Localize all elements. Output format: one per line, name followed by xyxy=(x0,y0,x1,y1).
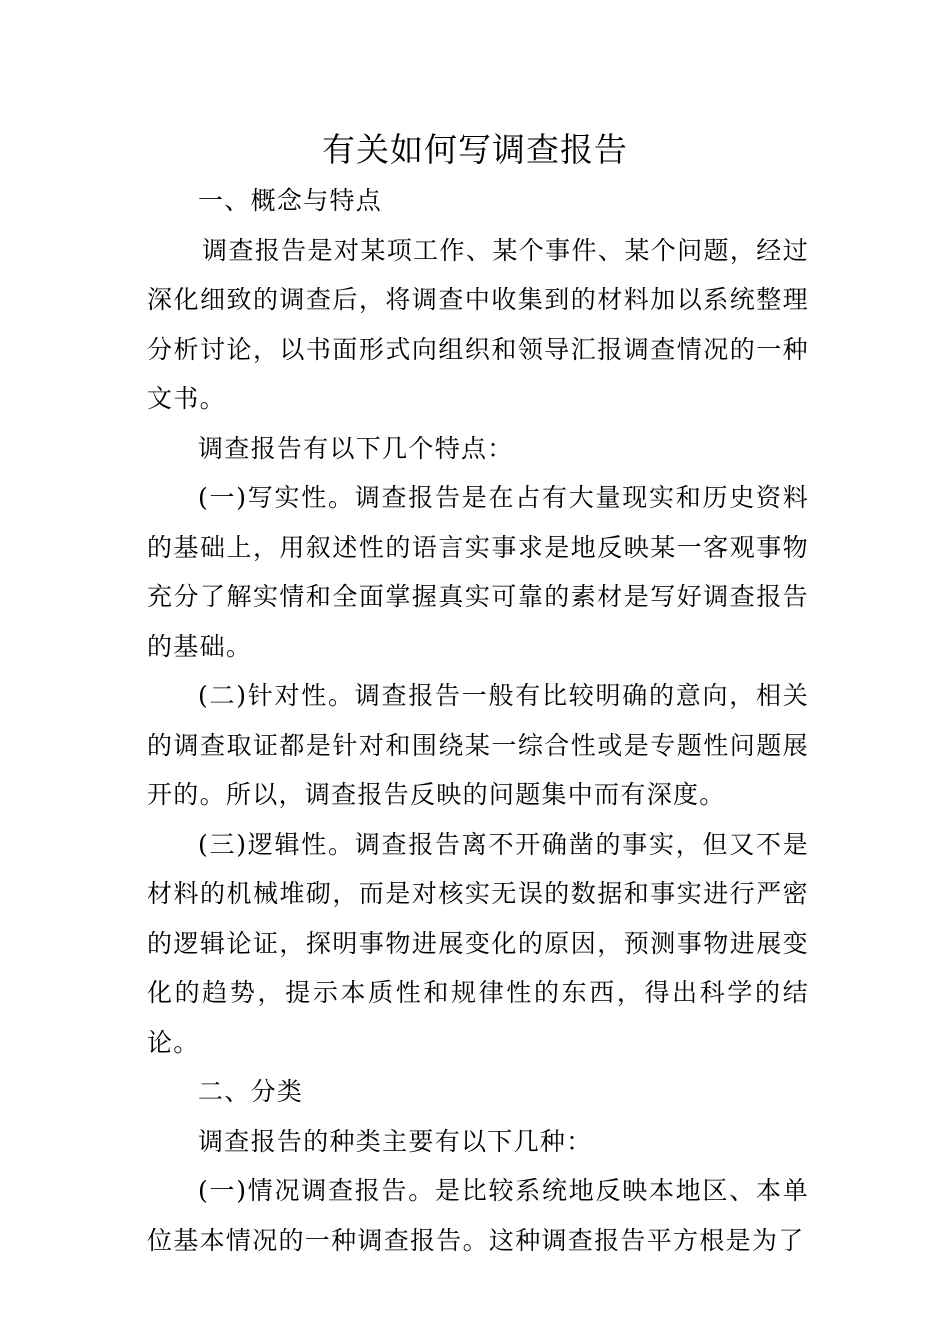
document-title: 有关如何写调查报告 xyxy=(322,130,628,169)
paragraph-feature-logic: (三)逻辑性。调查报告离不开确凿的事实，但又不是材料的机械堆砌，而是对核实无误的数据和事实进行严密的逻辑论证，探明事物进展变化的原因，预测事物进展变化的趋势，提示本质性和规律性的东西，得出科学的结论。 xyxy=(147,829,809,1057)
paragraph-feature-targeted: (二)针对性。调查报告一般有比较明确的意向，相关的调查取证都是针对和围绕某一综合性或是专题性问题展开的。所以，调查报告反映的问题集中而有深度。 xyxy=(147,681,809,809)
paragraph-definition: 调查报告是对某项工作、某个事件、某个问题，经过深化细致的调查后，将调查中收集到的材料加以系统整理分析讨论，以书面形式向组织和领导汇报调查情况的一种文书。 xyxy=(147,235,809,413)
paragraph-feature-realism: (一)写实性。调查报告是在占有大量现实和历史资料的基础上，用叙述性的语言实事求是地反映某一客观事物充分了解实情和全面掌握真实可靠的素材是写好调查报告的基础。 xyxy=(147,483,809,661)
paragraph-features-intro: 调查报告有以下几个特点： xyxy=(198,433,514,463)
document-body xyxy=(147,176,809,1265)
paragraph-type-situation-report: (一)情况调查报告。是比较系统地反映本地区、本单位基本情况的一种调查报告。这种调查报告平方根是为了 xyxy=(147,1176,809,1255)
paragraph-types-intro: 调查报告的种类主要有以下几种： xyxy=(198,1126,593,1156)
section-heading-classification: 二、分类 xyxy=(198,1077,304,1106)
section-heading-concept: 一、概念与特点 xyxy=(198,186,383,215)
